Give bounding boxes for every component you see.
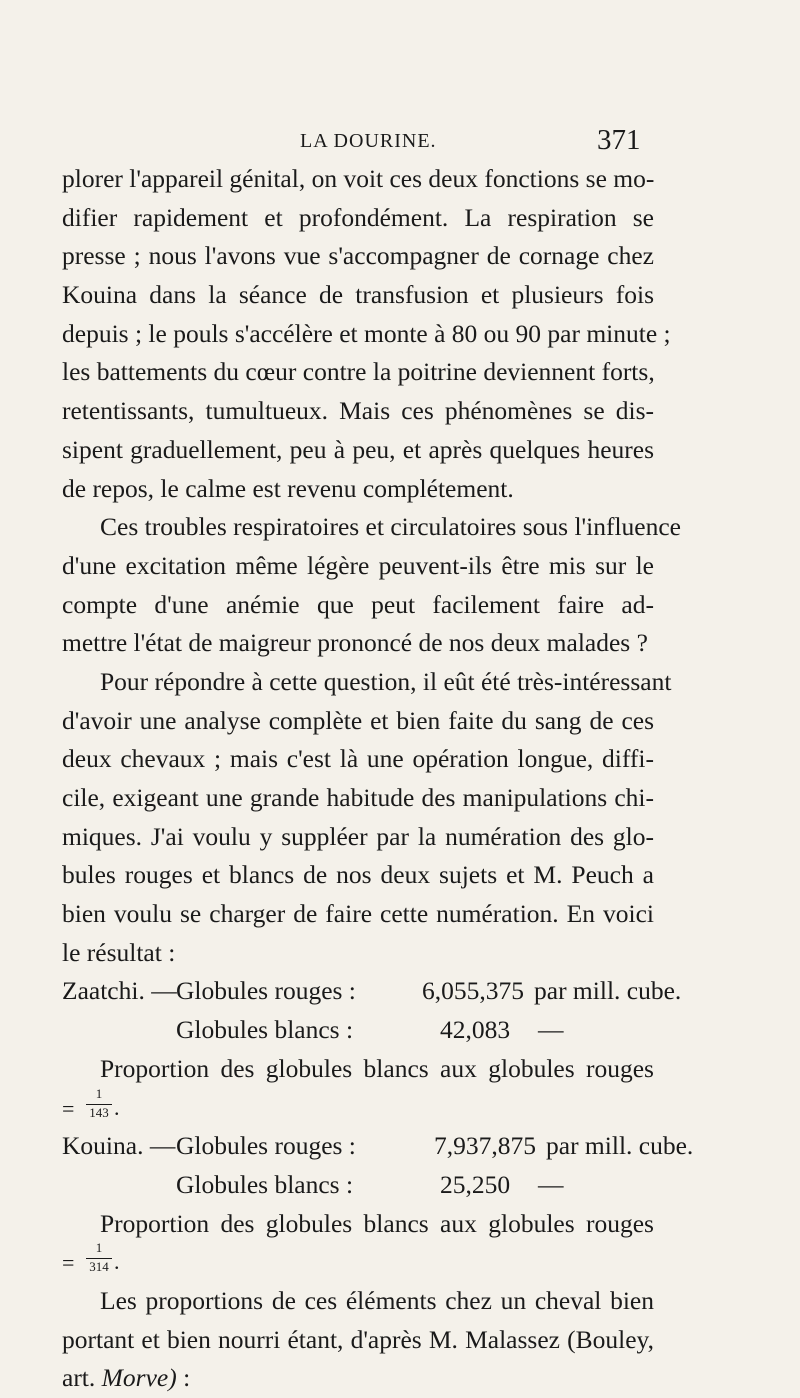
zaatchi-unit: par mill. cube. — [534, 976, 682, 1006]
final-colon: : — [176, 1363, 191, 1393]
text-line-final — [62, 1359, 654, 1398]
kouina-name: Kouina. — — [62, 1131, 176, 1161]
zaatchi-ratio — [62, 1085, 122, 1128]
ratio-period: . — [114, 1249, 120, 1275]
zaatchi-red-value: 6,055,375 — [422, 976, 524, 1006]
text-line: depuis ; le pouls s'accélère et monte à 80 ou 90 par minute ; — [62, 318, 671, 348]
kouina-white-value: 25,250 — [440, 1169, 511, 1199]
text-line: d'une excitation même légère peuvent-ils être mis sur le — [62, 550, 654, 580]
kouina-ratio — [62, 1240, 122, 1282]
text-line: sipent graduellement, peu à peu, et après quelques heures — [62, 434, 654, 464]
text-line: d'avoir une analyse complète et bien faite du sang de ces — [62, 705, 654, 735]
text-line: cile, exigeant une grande habitude des manipulations chi- — [62, 783, 654, 812]
article-prefix: art. — [62, 1363, 96, 1393]
text-line: Pour répondre à cette question, il eût été très-intéressant — [100, 666, 672, 696]
kouina-ditto-mark: — — [538, 1169, 564, 1199]
text-line: Ces troubles respiratoires et circulatoires sous l'influence — [100, 512, 681, 542]
kouina-unit: par mill. cube. — [546, 1131, 694, 1161]
article-title: Morve) — [101, 1363, 177, 1393]
page-number: 371 — [597, 124, 641, 156]
kouina-white-label: Globules blancs : — [176, 1169, 354, 1199]
text-line: le résultat : — [62, 937, 176, 967]
text-line: bien voulu se charger de faire cette numération. En voici — [62, 899, 654, 929]
ratio-numerator: 1 — [95, 1240, 103, 1256]
kouina-red-label: Globules rouges : — [176, 1131, 356, 1161]
kouina-white-row — [62, 1166, 654, 1205]
kouina-ratio-row — [62, 1240, 654, 1282]
zaatchi-ditto-mark: — — [538, 1015, 564, 1045]
zaatchi-ratio-row — [62, 1085, 654, 1128]
zaatchi-red-row — [62, 972, 682, 1011]
text-line: portant et bien nourri étant, d'après M. Malassez (Bouley, — [62, 1324, 654, 1354]
text-line: retentissants, tumultueux. Mais ces phénomènes se dis- — [62, 396, 654, 426]
text-line: de repos, le calme est revenu complétement. — [62, 473, 514, 503]
ratio-denominator: 314 — [89, 1259, 109, 1275]
text-line: deux chevaux ; mais c'est là une opération longue, diffi- — [62, 744, 654, 774]
text-line: presse ; nous l'avons vue s'accompagner de cornage chez — [62, 241, 654, 271]
kouina-red-value: 7,937,875 — [434, 1131, 536, 1161]
equals-sign: = — [62, 1095, 75, 1121]
text-line: compte d'une anémie que peut facilement faire ad- — [62, 589, 654, 619]
zaatchi-proportion: Proportion des globules blancs aux globules rouges — [100, 1053, 654, 1083]
text-line: Les proportions de ces éléments chez un cheval bien — [100, 1285, 654, 1315]
text-line: plorer l'appareil génital, on voit ces deux fonctions se mo- — [62, 164, 655, 193]
zaatchi-white-value: 42,083 — [440, 1015, 511, 1045]
page-header — [0, 124, 800, 158]
equals-sign: = — [62, 1250, 75, 1276]
kouina-proportion: Proportion des globules blancs aux globules rouges — [100, 1208, 654, 1238]
text-line: miques. J'ai voulu y suppléer par la numération des glo- — [62, 821, 654, 851]
body-text — [62, 160, 694, 1398]
text-line: difier rapidement et profondément. La respiration se — [62, 202, 654, 232]
zaatchi-red-label: Globules rouges : — [176, 976, 356, 1006]
ratio-numerator: 1 — [95, 1085, 103, 1101]
zaatchi-white-label: Globules blancs : — [176, 1015, 354, 1045]
ratio-denominator: 143 — [89, 1104, 109, 1120]
running-title: LA DOURINE. — [300, 130, 437, 152]
text-line: Kouina dans la séance de transfusion et plusieurs fois — [62, 280, 654, 310]
zaatchi-name: Zaatchi. — — [62, 976, 177, 1006]
text-line: bules rouges et blancs de nos deux sujets et M. Peuch a — [62, 860, 654, 890]
text-line: mettre l'état de maigreur prononcé de nos deux malades ? — [62, 628, 648, 658]
kouina-red-row — [62, 1127, 694, 1166]
zaatchi-white-row — [62, 1011, 654, 1050]
ratio-period: . — [114, 1094, 120, 1120]
text-line: les battements du cœur contre la poitrine deviennent forts, — [62, 357, 655, 387]
